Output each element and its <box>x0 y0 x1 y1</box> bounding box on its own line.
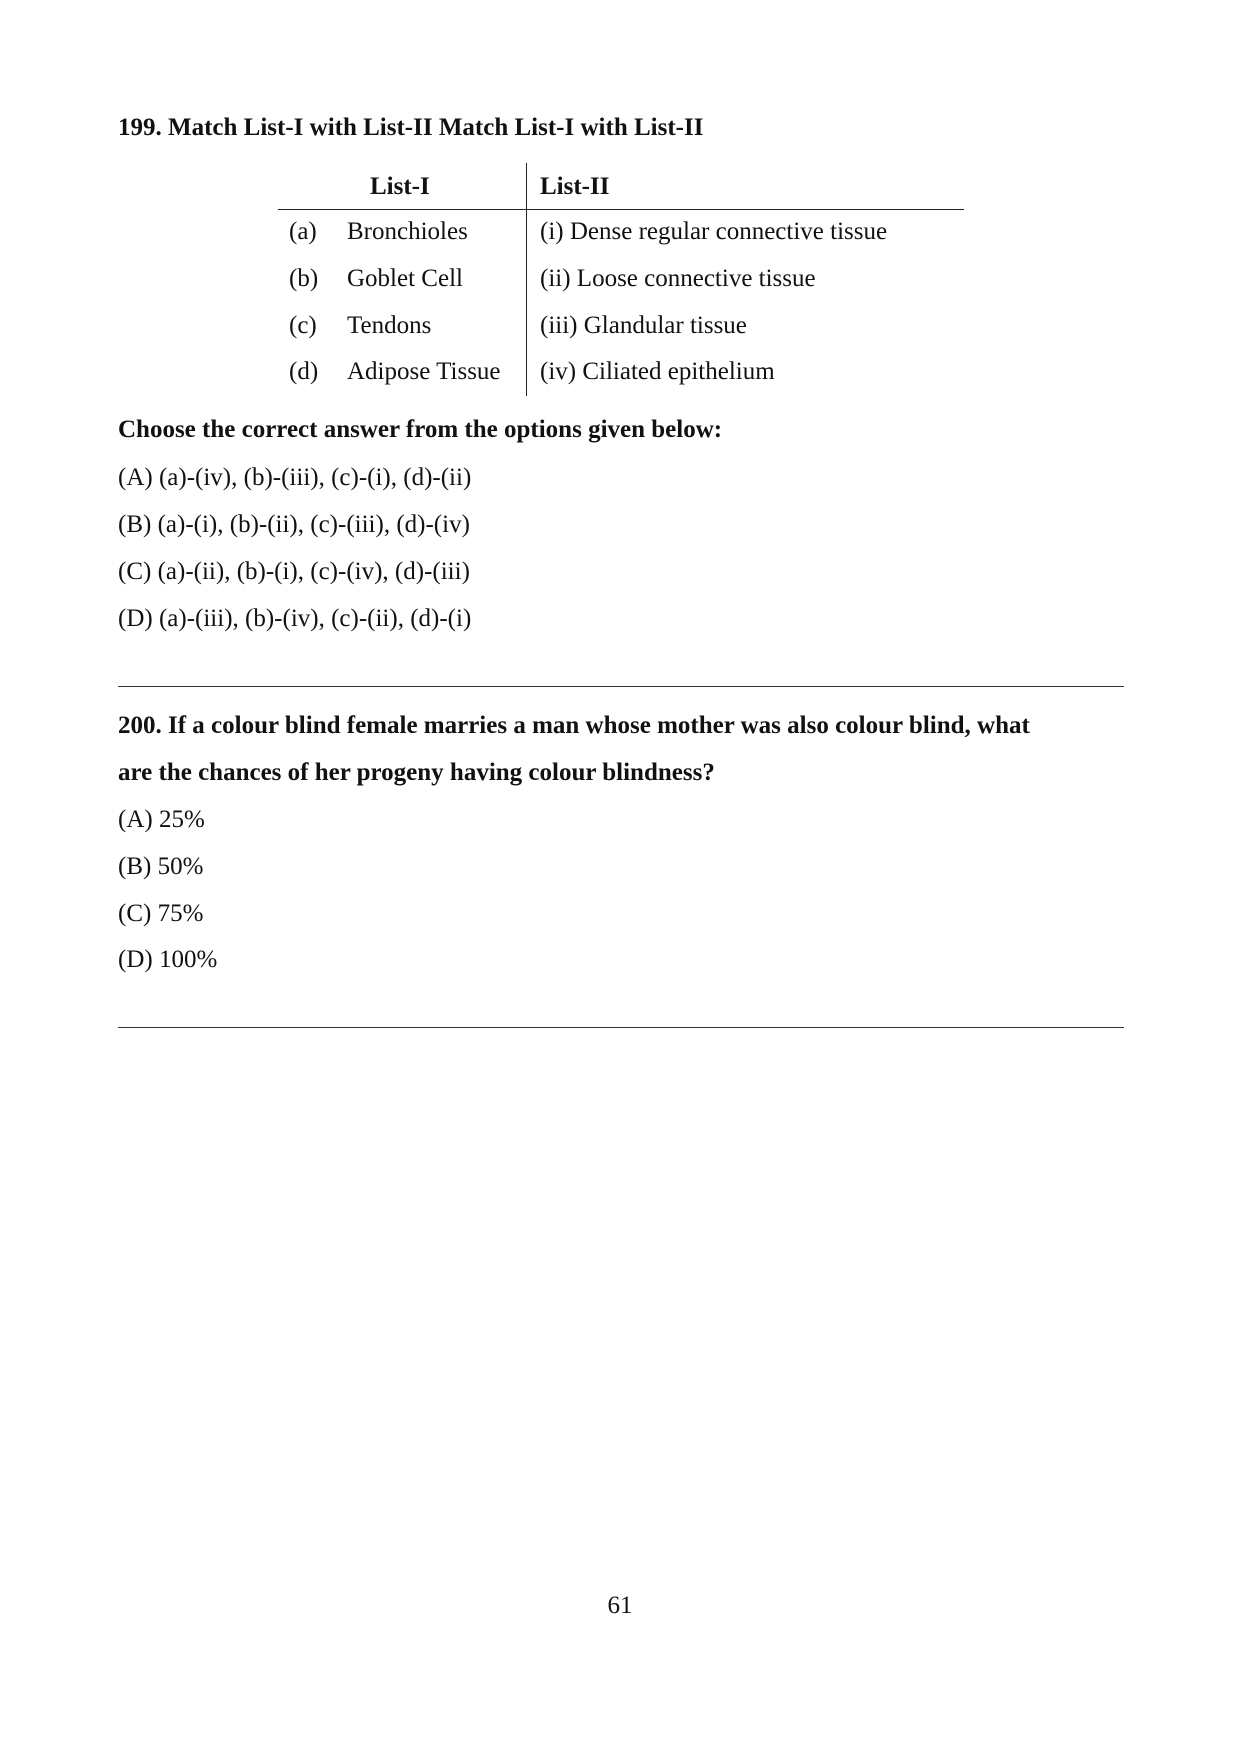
table-row-list1: Bronchioles <box>347 218 468 245</box>
question-199-option-c: (C) (a)-(ii), (b)-(i), (c)-(iv), (d)-(iii) <box>118 558 470 585</box>
table-row-list1: Goblet Cell <box>347 265 463 292</box>
table-header-rule <box>278 209 964 210</box>
table-column-divider <box>526 163 527 396</box>
page-number: 61 <box>607 1592 633 1619</box>
table-row-list2: (iii) Glandular tissue <box>540 312 747 339</box>
table-row-list2: (i) Dense regular connective tissue <box>540 218 888 245</box>
table-row-list2: (ii) Loose connective tissue <box>540 265 816 292</box>
question-199-option-b: (B) (a)-(i), (b)-(ii), (c)-(iii), (d)-(iv) <box>118 511 470 538</box>
table-row-list1: Tendons <box>347 312 432 339</box>
question-200-title-line1: 200. If a colour blind female marries a man whose mother was also colour blind, what <box>118 712 1030 739</box>
question-199-instruction: Choose the correct answer from the options given below: <box>118 416 723 443</box>
question-200-option-d: (D) 100% <box>118 946 218 973</box>
table-row-label: (d) <box>289 358 319 385</box>
question-200-option-c: (C) 75% <box>118 900 204 927</box>
table-header-list1: List-I <box>370 173 430 200</box>
question-200-option-a: (A) 25% <box>118 806 205 833</box>
table-row-label: (c) <box>289 312 317 339</box>
question-199-title: 199. Match List-I with List-II Match List-I with List-II <box>118 114 704 141</box>
question-200-option-b: (B) 50% <box>118 853 204 880</box>
table-row-label: (b) <box>289 265 319 292</box>
question-200-title-line2: are the chances of her progeny having colour blindness? <box>118 759 715 786</box>
section-divider <box>118 686 1124 687</box>
table-row-label: (a) <box>289 218 317 245</box>
question-199-option-d: (D) (a)-(iii), (b)-(iv), (c)-(ii), (d)-(i) <box>118 605 472 632</box>
question-199-option-a: (A) (a)-(iv), (b)-(iii), (c)-(i), (d)-(ii) <box>118 464 472 491</box>
table-row-list2: (iv) Ciliated epithelium <box>540 358 775 385</box>
table-row-list1: Adipose Tissue <box>347 358 501 385</box>
match-table <box>278 163 964 396</box>
table-header-list2: List-II <box>540 173 610 200</box>
section-divider <box>118 1027 1124 1028</box>
